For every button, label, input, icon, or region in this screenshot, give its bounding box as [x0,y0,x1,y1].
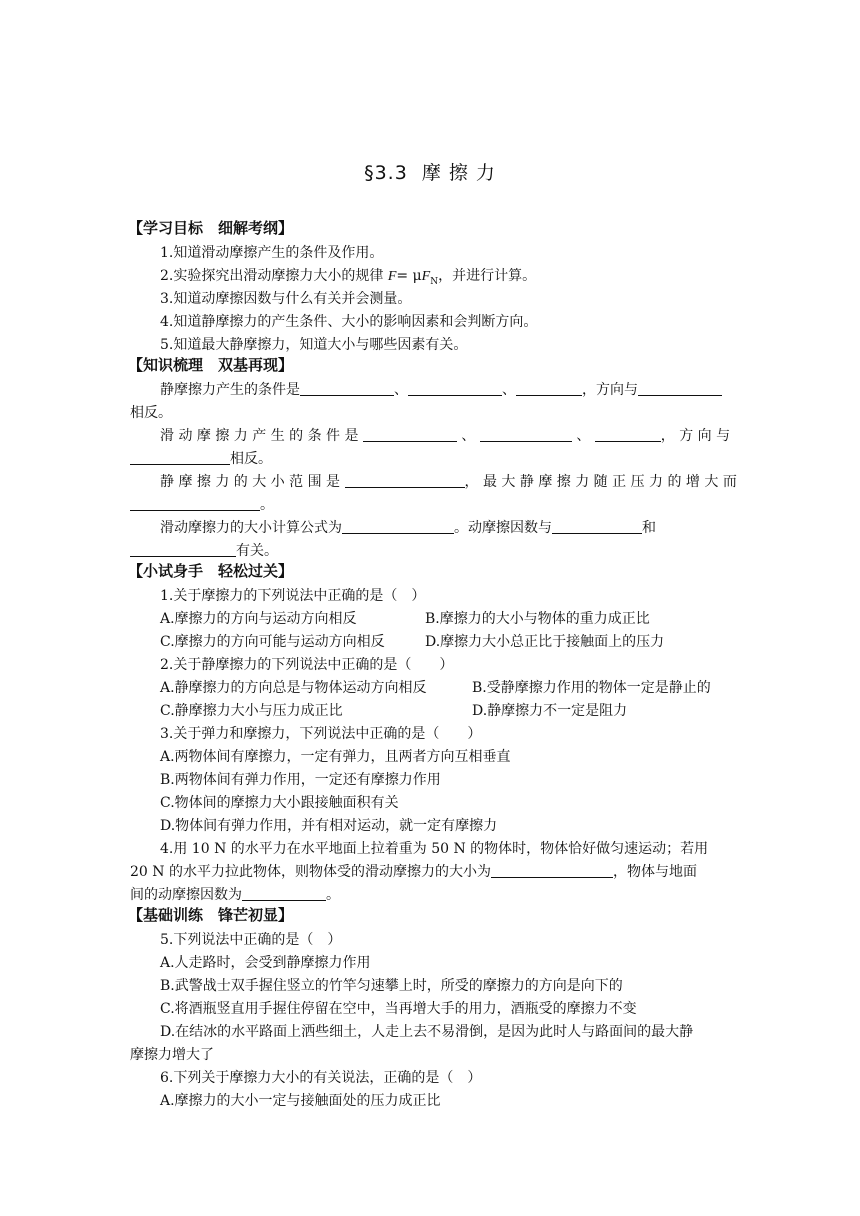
review-3 [160,472,737,492]
review-2-cont [130,449,730,469]
option-d[interactable]: D.摩擦力大小总正比于接触面上的压力 [425,634,665,650]
heading-basic-training: 【基础训练 锋芒初显】 [128,906,294,924]
review-3-text-b: ， 最 大 静 摩 擦 力 随 正 压 力 的 增 大 而 [464,474,737,490]
review-2-text-c: 相反。 [230,451,272,467]
option-b[interactable]: B.受静摩擦力作用的物体一定是静止的 [472,680,711,696]
fill-blank[interactable] [363,427,457,442]
fill-blank[interactable] [300,381,394,396]
fill-blank[interactable] [242,886,326,901]
option-b[interactable]: B.武警战士双手握住竖立的竹竿匀速攀上时，所受的摩擦力的方向是向下的 [160,978,623,994]
goal-2 [160,266,730,292]
formula-fn: F [421,269,431,284]
question-4-cont [130,862,730,882]
fill-blank[interactable] [595,427,661,442]
question-4: 4.用 10 N 的水平力在水平地面上拉着重为 50 N 的物体时，物体恰好做匀速运动；若用 [160,841,709,857]
review-4-cont [130,541,730,561]
fill-blank[interactable] [130,450,230,465]
question-1-options-cd [160,632,730,652]
review-3-text: 静 摩 擦 力 的 大 小 范 围 是 [160,474,341,490]
goal-1: 1.知道滑动摩擦产生的条件及作用。 [160,245,384,261]
review-1-text-b: ，方向与 [582,382,638,398]
fill-blank[interactable] [130,542,236,557]
question-4-cont-2 [130,885,730,905]
review-4-text-c: 和 [642,520,656,536]
separator: 、 [576,428,591,444]
review-3-cont [130,495,730,515]
option-d[interactable]: D.在结冰的水平路面上洒些细土，人走上去不易滑倒，是因为此时人与路面间的最大静 [160,1024,694,1040]
question-4-text: 20 N 的水平力拉此物体，则物体受的滑动摩擦力的大小为 [130,864,491,880]
heading-learning-goals: 【学习目标 细解考纲】 [128,219,294,237]
goal-3: 3.知道动摩擦因数与什么有关并会测量。 [160,291,412,307]
question-6: 6.下列关于摩擦力大小的有关说法，正确的是（ ） [160,1070,482,1086]
formula-eq: = μ [396,268,422,284]
review-4-text-d: 有关。 [236,543,278,559]
heading-try-it: 【小试身手 轻松过关】 [128,562,294,580]
option-b[interactable]: B.两物体间有弹力作用，一定还有摩擦力作用 [160,772,441,788]
goal-2-text: 2.实验探究出滑动摩擦力大小的规律 [160,268,388,284]
option-c[interactable]: C.将酒瓶竖直用手握住停留在空中，当再增大手的用力，酒瓶受的摩擦力不变 [160,1001,637,1017]
option-b[interactable]: B.摩擦力的大小与物体的重力成正比 [425,611,650,627]
fill-blank[interactable] [491,863,613,878]
option-c[interactable]: C.摩擦力的方向可能与运动方向相反 [160,634,385,650]
option-a[interactable]: A.摩擦力的大小一定与接触面处的压力成正比 [160,1093,441,1109]
option-d[interactable]: D.静摩擦力不一定是阻力 [472,703,628,719]
question-2-options-cd [160,701,730,721]
option-c[interactable]: C.静摩擦力大小与压力成正比 [160,703,343,719]
review-2 [160,426,730,446]
fill-blank[interactable] [638,381,722,396]
fill-blank[interactable] [342,519,454,534]
question-1-options-ab [160,609,730,629]
question-2-options-ab [160,678,730,698]
goal-4: 4.知道静摩擦力的产生条件、大小的影响因素和会判断方向。 [160,314,538,330]
option-c[interactable]: C.物体间的摩擦力大小跟接触面积有关 [160,795,399,811]
fill-blank[interactable] [345,473,465,488]
question-4-text-c: 间的动摩擦因数为 [130,887,242,903]
option-a[interactable]: A.两物体间有摩擦力，一定有弹力，且两者方向互相垂直 [160,749,511,765]
question-2: 2.关于静摩擦力的下列说法中正确的是（ ） [160,657,454,673]
option-d[interactable]: D.物体间有弹力作用，并有相对运动，就一定有摩擦力 [160,818,498,834]
option-d-cont: 摩擦力增大了 [130,1047,214,1063]
option-a[interactable]: A.静摩擦力的方向总是与物体运动方向相反 [160,680,427,696]
question-4-text-d: 。 [326,887,340,903]
question-5: 5.下列说法中正确的是（ ） [160,932,342,948]
option-a[interactable]: A.人走路时，会受到静摩擦力作用 [160,955,371,971]
review-4-text-b: 。动摩擦因数与 [454,520,552,536]
fill-blank[interactable] [408,381,502,396]
separator: 、 [461,428,476,444]
review-3-text-c: 。 [260,497,274,513]
review-2-text: 滑 动 摩 擦 力 产 生 的 条 件 是 [160,428,359,444]
goal-2-tail: ，并进行计算。 [438,268,537,284]
separator: 、 [502,382,516,398]
fill-blank[interactable] [516,381,582,396]
goal-5: 5.知道最大静摩擦力，知道大小与哪些因素有关。 [160,337,468,353]
review-4-text: 滑动摩擦力的大小计算公式为 [160,520,342,536]
section-number: §3.3 [364,162,408,184]
fill-blank[interactable] [552,519,642,534]
page-title [0,158,860,185]
review-1-text: 静摩擦力产生的条件是 [160,382,300,398]
formula-f: F [387,269,397,284]
heading-knowledge-review: 【知识梳理 双基再现】 [128,356,294,374]
review-4 [160,518,730,538]
fill-blank[interactable] [130,496,260,511]
question-3: 3.关于弹力和摩擦力，下列说法中正确的是（ ） [160,726,482,742]
option-a[interactable]: A.摩擦力的方向与运动方向相反 [160,611,357,627]
question-1: 1.关于摩擦力的下列说法中正确的是（ ） [160,588,426,604]
section-name: 摩 擦 力 [421,162,496,184]
formula-subscript: N [430,276,439,287]
fill-blank[interactable] [480,427,572,442]
review-2-text-b: ， 方 向 与 [660,428,731,444]
review-1-cont: 相反。 [130,405,172,421]
separator: 、 [394,382,408,398]
question-4-text-b: ，物体与地面 [612,864,697,880]
review-1 [160,380,730,400]
